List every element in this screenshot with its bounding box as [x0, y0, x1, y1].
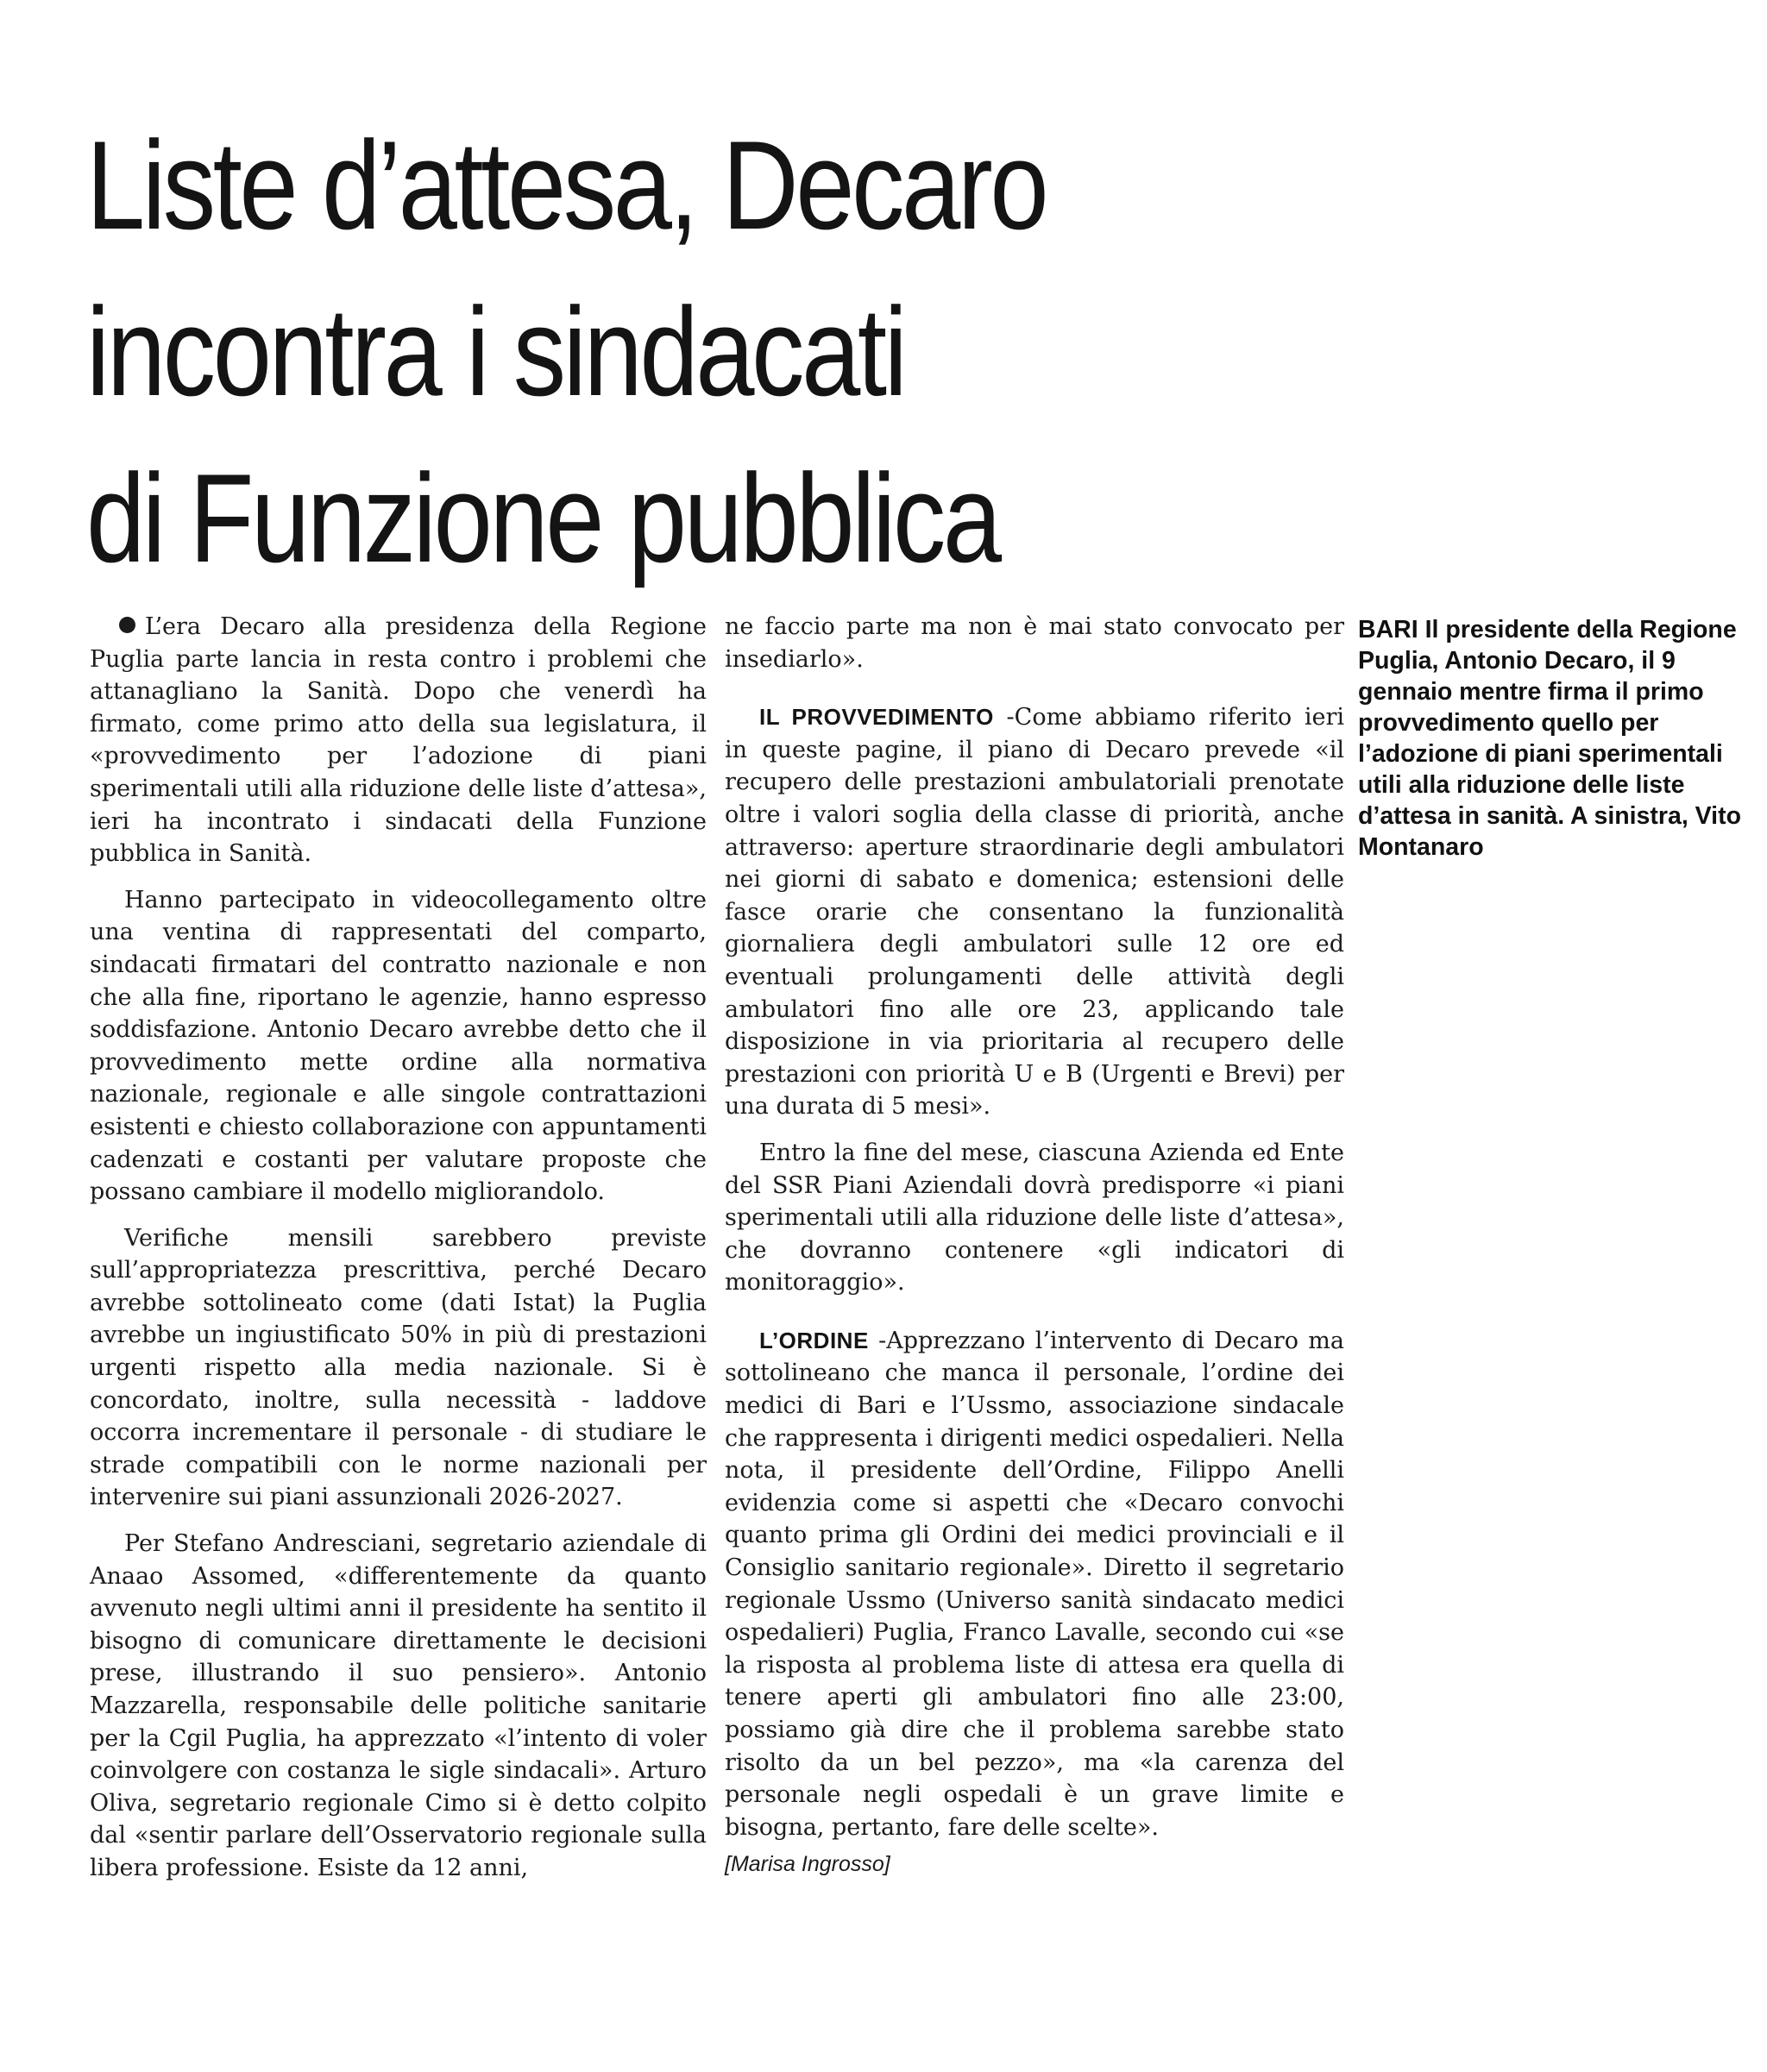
- headline-line-3: di Funzione pubblica: [86, 448, 999, 588]
- section-heading: L’ORDINE: [759, 1327, 869, 1353]
- author-byline: [Marisa Ingrosso]: [725, 1852, 890, 1877]
- headline-line-2: incontra i sindacati: [86, 281, 905, 422]
- photo-caption: BARI Il presidente della Regione Puglia, Antonio Decaro, il 9 gennaio mentre firma il primo provvedimento quello per l’adozione di piani sperimentali utili alla riduzione delle liste d’attesa in sanità. A sinistra, Vito Montanaro: [1358, 616, 1741, 861]
- section-text: -Apprezzano l’intervento di Decaro ma sottolineano che manca il personale, l’ordine dei medici di Bari e l’Ussmo, associazione sindacale che rappresenta i dirigenti medici ospedalieri. Nella nota, il presidente dell’Ordine, Filippo Anelli evidenzia come si aspetti che «Decaro convochi quanto prima gli Ordini dei medici provinciali e il Consiglio sanitario regionale». Diretto il segretario regionale Ussmo (Universo sanità sindacato medici ospedalieri) Puglia, Franco Lavalle, secondo cui «se la risposta al problema liste di attesa era quella di tenere aperti gli ambulatori fino alle 23:00, possiamo già dire che il problema sarebbe stato risolto da un bel pezzo», ma «la carenza del personale negli ospedali è un grave limite e bisogna, pertanto, fare delle scelte».: [725, 1327, 1344, 1841]
- body-column-2: [725, 611, 1344, 1881]
- paragraph: Entro la fine del mese, ciascuna Azienda ed Ente del SSR Piani Aziendali dovrà predisporre «i piani sperimentali utili alla riduzione delle liste d’attesa», che dovranno contenere «gli indicatori di monitoraggio».: [725, 1139, 1344, 1297]
- paragraph: Verifiche mensili sarebbero previste sull’appropriatezza prescrittiva, perché Decaro avrebbe sottolineato come (dati Istat) la Puglia avrebbe un ingiustificato 50% in più di prestazioni urgenti rispetto alla media nazionale. Si è concordato, inoltre, sulla necessità - laddove occorra incrementare il personale - di studiare le strade compatibili con le norme nazionali per intervenire sui piani assunzionali 2026-2027.: [90, 1224, 707, 1511]
- headline-line-1: Liste d’attesa, Decaro: [86, 115, 1047, 255]
- bullet-icon: [119, 617, 135, 633]
- body-column-1: [90, 611, 707, 1885]
- paragraph: Hanno partecipato in videocollegamento oltre una ventina di rappresentati del comparto, sindacati firmatari del contratto nazionale e non che alla fine, riportano le agenzie, hanno espresso soddisfazione. Antonio Decaro avrebbe detto che il provvedimento mette ordine alla normativa nazionale, regionale e alle singole contrattazioni esistenti e chiesto collaborazione con appuntamenti cadenzati e costanti per valutare proposte che possano cambiare il modello migliorandolo.: [90, 886, 707, 1206]
- section-ordine: [725, 1325, 1344, 1844]
- section-heading: IL PROVVEDIMENTO: [759, 704, 994, 731]
- section-provvedimento: [725, 701, 1344, 1123]
- article-headline: [86, 102, 1047, 601]
- section-text: -Come abbiamo riferito ieri in queste pagine, il piano di Decaro prevede «il recupero delle prestazioni ambulatoriali prenotate oltre i valori soglia della classe di priorità, anche attraverso: aperture straordinarie degli ambulatori nei giorni di sabato e domenica; estensioni delle fasce orarie che consentano la funzionalità giornaliera degli ambulatori sulle 12 ore ed eventuali prolungamenti delle attività degli ambulatori fino alle ore 23, applicando tale disposizione in via prioritaria al recupero delle prestazioni con priorità U e B (Urgenti e Brevi) per una durata di 5 mesi».: [725, 704, 1344, 1121]
- paragraph: ne faccio parte ma non è mai stato convocato per insediarlo».: [725, 613, 1344, 673]
- paragraph-intro-text: L’era Decaro alla presidenza della Regione Puglia parte lancia in resta contro i problemi che attanagliano la Sanità. Dopo che venerdì ha firmato, come primo atto della sua legislatura, il «provvedimento per l’adozione di piani sperimentali utili alla riduzione delle liste d’attesa», ieri ha incontrato i sindacati della Funzione pubblica in Sanità.: [90, 613, 707, 868]
- paragraph: Per Stefano Andresciani, segretario aziendale di Anaao Assomed, «differentemente da quanto avvenuto negli ultimi anni il presidente ha sentito il bisogno di comunicare direttamente le decisioni prese, illustrando il suo pensiero». Antonio Mazzarella, responsabile delle politiche sanitarie per la Cgil Puglia, ha apprezzato «l’intento di voler coinvolgere con costanza le sigle sindacali». Arturo Oliva, segretario regionale Cimo si è detto colpito dal «sentir parlare dell’Osservatorio regionale sulla libera professione. Esiste da 12 anni,: [90, 1530, 707, 1881]
- paragraph-intro: [90, 611, 707, 870]
